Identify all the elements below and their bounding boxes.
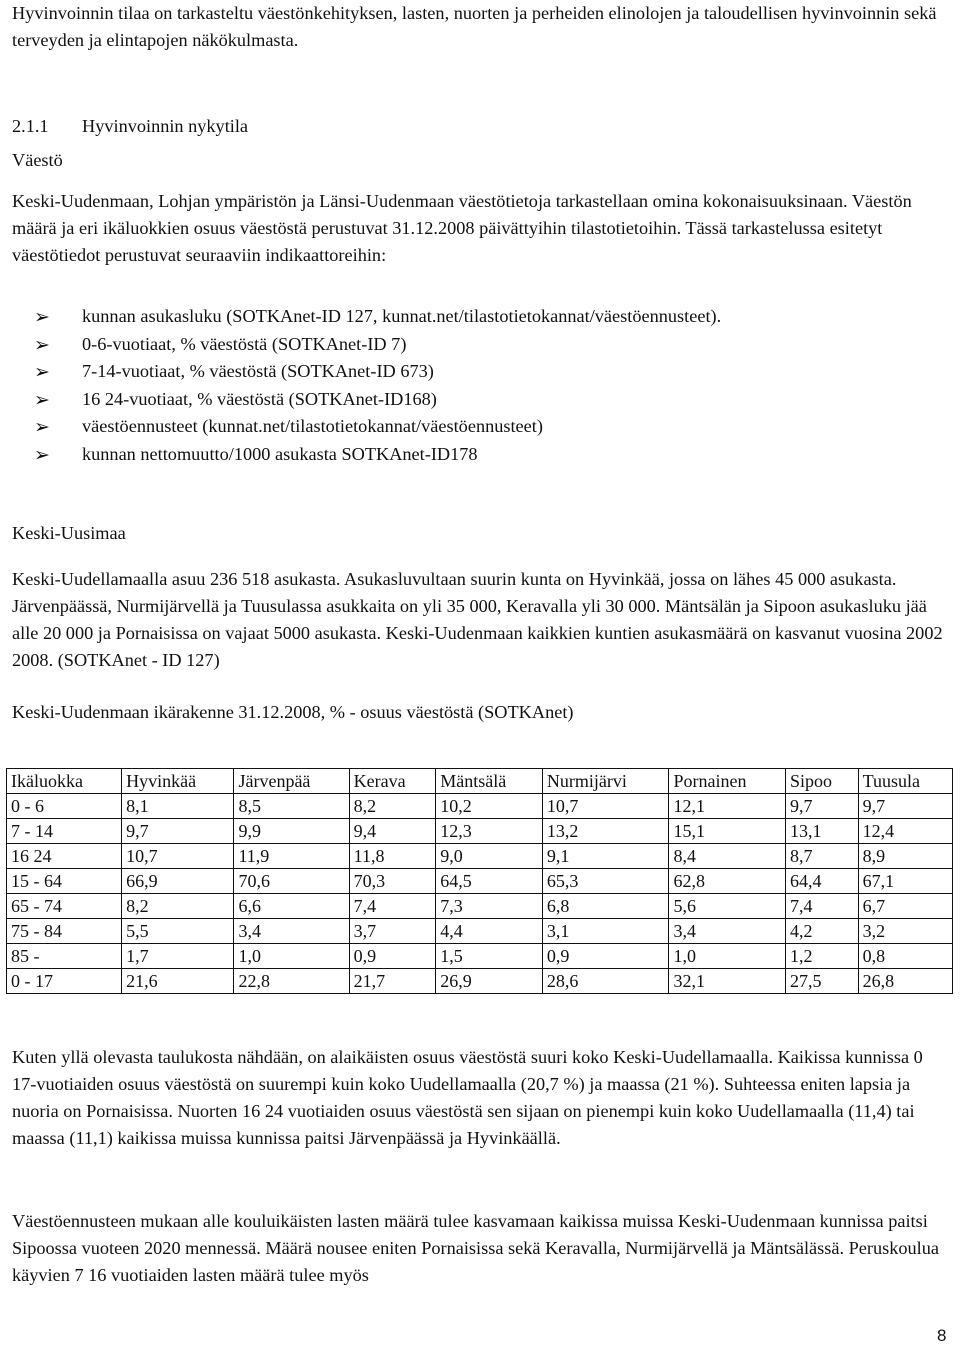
table-cell: 11,9 — [234, 844, 349, 869]
table-cell: 3,4 — [234, 919, 349, 944]
table-row — [7, 869, 953, 894]
table-caption: Keski-Uudenmaan ikärakenne 31.12.2008, % - osuus väestöstä (SOTKAnet) — [12, 702, 574, 722]
table-cell: 13,1 — [786, 819, 859, 844]
list-item-text: 7-14-vuotiaat, % väestöstä (SOTKAnet-ID 673) — [82, 361, 434, 381]
table-header-cell: Järvenpää — [234, 769, 349, 794]
table-cell: 0,8 — [858, 944, 952, 969]
forecast-paragraph: Väestöennusteen mukaan alle kouluikäisten lasten määrä tulee kasvamaan kaikissa muissa Keski-Uudenmaan kunnissa paitsi Sipoossa vuoteen 2020 mennessä. Määrä nousee eniten Pornaisissa sekä Keravalla, Nurmijärvellä ja Mäntsälässä. Peruskoulua käyvien 7 16 vuotiaiden lasten määrä tulee myös — [12, 1211, 940, 1285]
table-cell: 12,3 — [436, 819, 543, 844]
age-structure-table — [6, 768, 953, 994]
table-cell: 64,4 — [786, 869, 859, 894]
table-cell: 0,9 — [542, 944, 669, 969]
section-title: Hyvinvoinnin nykytila — [82, 116, 249, 136]
table-cell: 6,7 — [858, 894, 952, 919]
table-cell: 4,2 — [786, 919, 859, 944]
list-item-text: väestöennusteet (kunnat.net/tilastotietokannat/väestöennusteet) — [82, 416, 543, 436]
arrow-bullet-icon: ➢ — [34, 307, 50, 328]
table-cell: 26,9 — [436, 969, 543, 994]
table-header-cell: Mäntsälä — [436, 769, 543, 794]
subheading-vaesto: Väestö — [12, 150, 63, 170]
table-cell: 3,7 — [349, 919, 436, 944]
table-cell: 0 - 17 — [7, 969, 122, 994]
table-cell: 1,2 — [786, 944, 859, 969]
table-header-cell: Kerava — [349, 769, 436, 794]
table-cell: 15 - 64 — [7, 869, 122, 894]
population-intro-paragraph: Keski-Uudenmaan, Lohjan ympäristön ja Länsi-Uudenmaan väestötietoja tarkastellaan omina kokonaisuuksinaan. Väestön määrä ja eri ikäluokkien osuus väestöstä perustuvat 31.12.2008 päivättyihin tilastotietoihin. Tässä tarkastelussa esitetyt väestötiedot perustuvat seuraaviin indikaattoreihin: — [12, 191, 912, 265]
table-cell: 9,9 — [234, 819, 349, 844]
list-item — [12, 386, 721, 414]
table-cell: 62,8 — [669, 869, 786, 894]
table-cell: 6,8 — [542, 894, 669, 919]
indicator-list — [12, 303, 721, 468]
table-cell: 0,9 — [349, 944, 436, 969]
section-heading — [12, 113, 248, 140]
list-item — [12, 331, 721, 359]
table-cell: 66,9 — [122, 869, 234, 894]
table-row — [7, 944, 953, 969]
list-item — [12, 413, 721, 441]
table-cell: 8,2 — [122, 894, 234, 919]
table-cell: 65 - 74 — [7, 894, 122, 919]
table-cell: 65,3 — [542, 869, 669, 894]
table-cell: 3,4 — [669, 919, 786, 944]
table-cell: 12,1 — [669, 794, 786, 819]
table-cell: 64,5 — [436, 869, 543, 894]
page-number: 8 — [937, 1326, 947, 1345]
table-cell: 10,7 — [122, 844, 234, 869]
table-analysis-paragraph: Kuten yllä olevasta taulukosta nähdään, on alaikäisten osuus väestöstä suuri koko Keski-Uudellamaalla. Kaikissa kunnissa 0 17-vuotiaiden osuus väestöstä on suurempi kuin koko Uudellamaalla (20,7 %) ja maassa (21 %). Suhteessa eniten lapsia ja nuoria on Pornaisissa. Nuorten 16 24 vuotiaiden osuus väestöstä sen sijaan on pienempi kuin koko Uudellamaalla (11,4) tai maassa (11,1) kaikissa muissa kunnissa paitsi Järvenpäässä ja Hyvinkäällä. — [12, 1047, 923, 1148]
table-cell: 7 - 14 — [7, 819, 122, 844]
table-cell: 9,4 — [349, 819, 436, 844]
list-item — [12, 441, 721, 469]
table-row — [7, 844, 953, 869]
table-cell: 15,1 — [669, 819, 786, 844]
table-cell: 32,1 — [669, 969, 786, 994]
region-heading: Keski-Uusimaa — [12, 523, 126, 543]
table-row — [7, 969, 953, 994]
table-cell: 5,5 — [122, 919, 234, 944]
table-cell: 8,7 — [786, 844, 859, 869]
table-cell: 13,2 — [542, 819, 669, 844]
table-cell: 1,5 — [436, 944, 543, 969]
table-cell: 1,0 — [234, 944, 349, 969]
table-cell: 21,7 — [349, 969, 436, 994]
section-number: 2.1.1 — [12, 116, 49, 136]
list-item-text: kunnan asukasluku (SOTKAnet-ID 127, kunnat.net/tilastotietokannat/väestöennusteet). — [82, 306, 722, 326]
table-cell: 8,1 — [122, 794, 234, 819]
arrow-bullet-icon: ➢ — [34, 334, 50, 356]
table-header-cell: Ikäluokka — [7, 769, 122, 794]
table-cell: 28,6 — [542, 969, 669, 994]
table-cell: 67,1 — [858, 869, 952, 894]
arrow-bullet-icon: ➢ — [34, 362, 50, 383]
table-row — [7, 919, 953, 944]
table-row — [7, 819, 953, 844]
table-cell: 8,4 — [669, 844, 786, 869]
table-row — [7, 894, 953, 919]
table-header-cell: Pornainen — [669, 769, 786, 794]
table-header-row — [7, 769, 953, 794]
table-cell: 7,4 — [349, 894, 436, 919]
table-cell: 7,4 — [786, 894, 859, 919]
table-cell: 8,9 — [858, 844, 952, 869]
region-population-paragraph: Keski-Uudellamaalla asuu 236 518 asukasta. Asukasluvultaan suurin kunta on Hyvinkää, jossa on lähes 45 000 asukasta. Järvenpäässä, Nurmijärvellä ja Tuusulassa asukkaita on yli 35 000, Keravalla yli 30 000. Mäntsälän ja Sipoon asukasluku jää alle 20 000 ja Pornaisissa on vajaat 5000 asukasta. Keski-Uudenmaan kaikkien kuntien asukasmäärä on kasvanut vuosina 2002 2008. (SOTKAnet - ID 127) — [12, 569, 943, 670]
table-cell: 10,7 — [542, 794, 669, 819]
table-header-cell: Tuusula — [858, 769, 952, 794]
table-cell: 6,6 — [234, 894, 349, 919]
table-cell: 8,2 — [349, 794, 436, 819]
arrow-bullet-icon: ➢ — [34, 417, 50, 438]
list-item-text: 0-6-vuotiaat, % väestöstä (SOTKAnet-ID 7) — [82, 333, 407, 354]
table-cell: 21,6 — [122, 969, 234, 994]
table-cell: 75 - 84 — [7, 919, 122, 944]
intro-paragraph: Hyvinvoinnin tilaa on tarkasteltu väestönkehityksen, lasten, nuorten ja perheiden elinolojen ja taloudellisen hyvinvoinnin sekä terveyden ja elintapojen näkökulmasta. — [12, 3, 937, 50]
table-cell: 10,2 — [436, 794, 543, 819]
table-cell: 27,5 — [786, 969, 859, 994]
table-cell: 9,1 — [542, 844, 669, 869]
table-cell: 9,7 — [786, 794, 859, 819]
list-item — [12, 303, 721, 331]
table-cell: 12,4 — [858, 819, 952, 844]
table-cell: 9,0 — [436, 844, 543, 869]
table-cell: 9,7 — [858, 794, 952, 819]
table-cell: 11,8 — [349, 844, 436, 869]
table-cell: 3,1 — [542, 919, 669, 944]
table-cell: 7,3 — [436, 894, 543, 919]
table-cell: 1,7 — [122, 944, 234, 969]
table-cell: 5,6 — [669, 894, 786, 919]
table-cell: 0 - 6 — [7, 794, 122, 819]
table-cell: 70,3 — [349, 869, 436, 894]
table-cell: 22,8 — [234, 969, 349, 994]
table-row — [7, 794, 953, 819]
table-cell: 85 - — [7, 944, 122, 969]
table-cell: 8,5 — [234, 794, 349, 819]
table-cell: 70,6 — [234, 869, 349, 894]
table-header-cell: Nurmijärvi — [542, 769, 669, 794]
arrow-bullet-icon: ➢ — [34, 444, 50, 466]
table-header-cell: Hyvinkää — [122, 769, 234, 794]
table-cell: 1,0 — [669, 944, 786, 969]
list-item-text: 16 24-vuotiaat, % väestöstä (SOTKAnet-ID168) — [82, 388, 437, 409]
table-cell: 3,2 — [858, 919, 952, 944]
arrow-bullet-icon: ➢ — [34, 389, 50, 411]
table-cell: 26,8 — [858, 969, 952, 994]
table-cell: 4,4 — [436, 919, 543, 944]
table-cell: 16 24 — [7, 844, 122, 869]
list-item — [12, 358, 721, 386]
table-cell: 9,7 — [122, 819, 234, 844]
table-header-cell: Sipoo — [786, 769, 859, 794]
list-item-text: kunnan nettomuutto/1000 asukasta SOTKAnet-ID178 — [82, 443, 478, 464]
